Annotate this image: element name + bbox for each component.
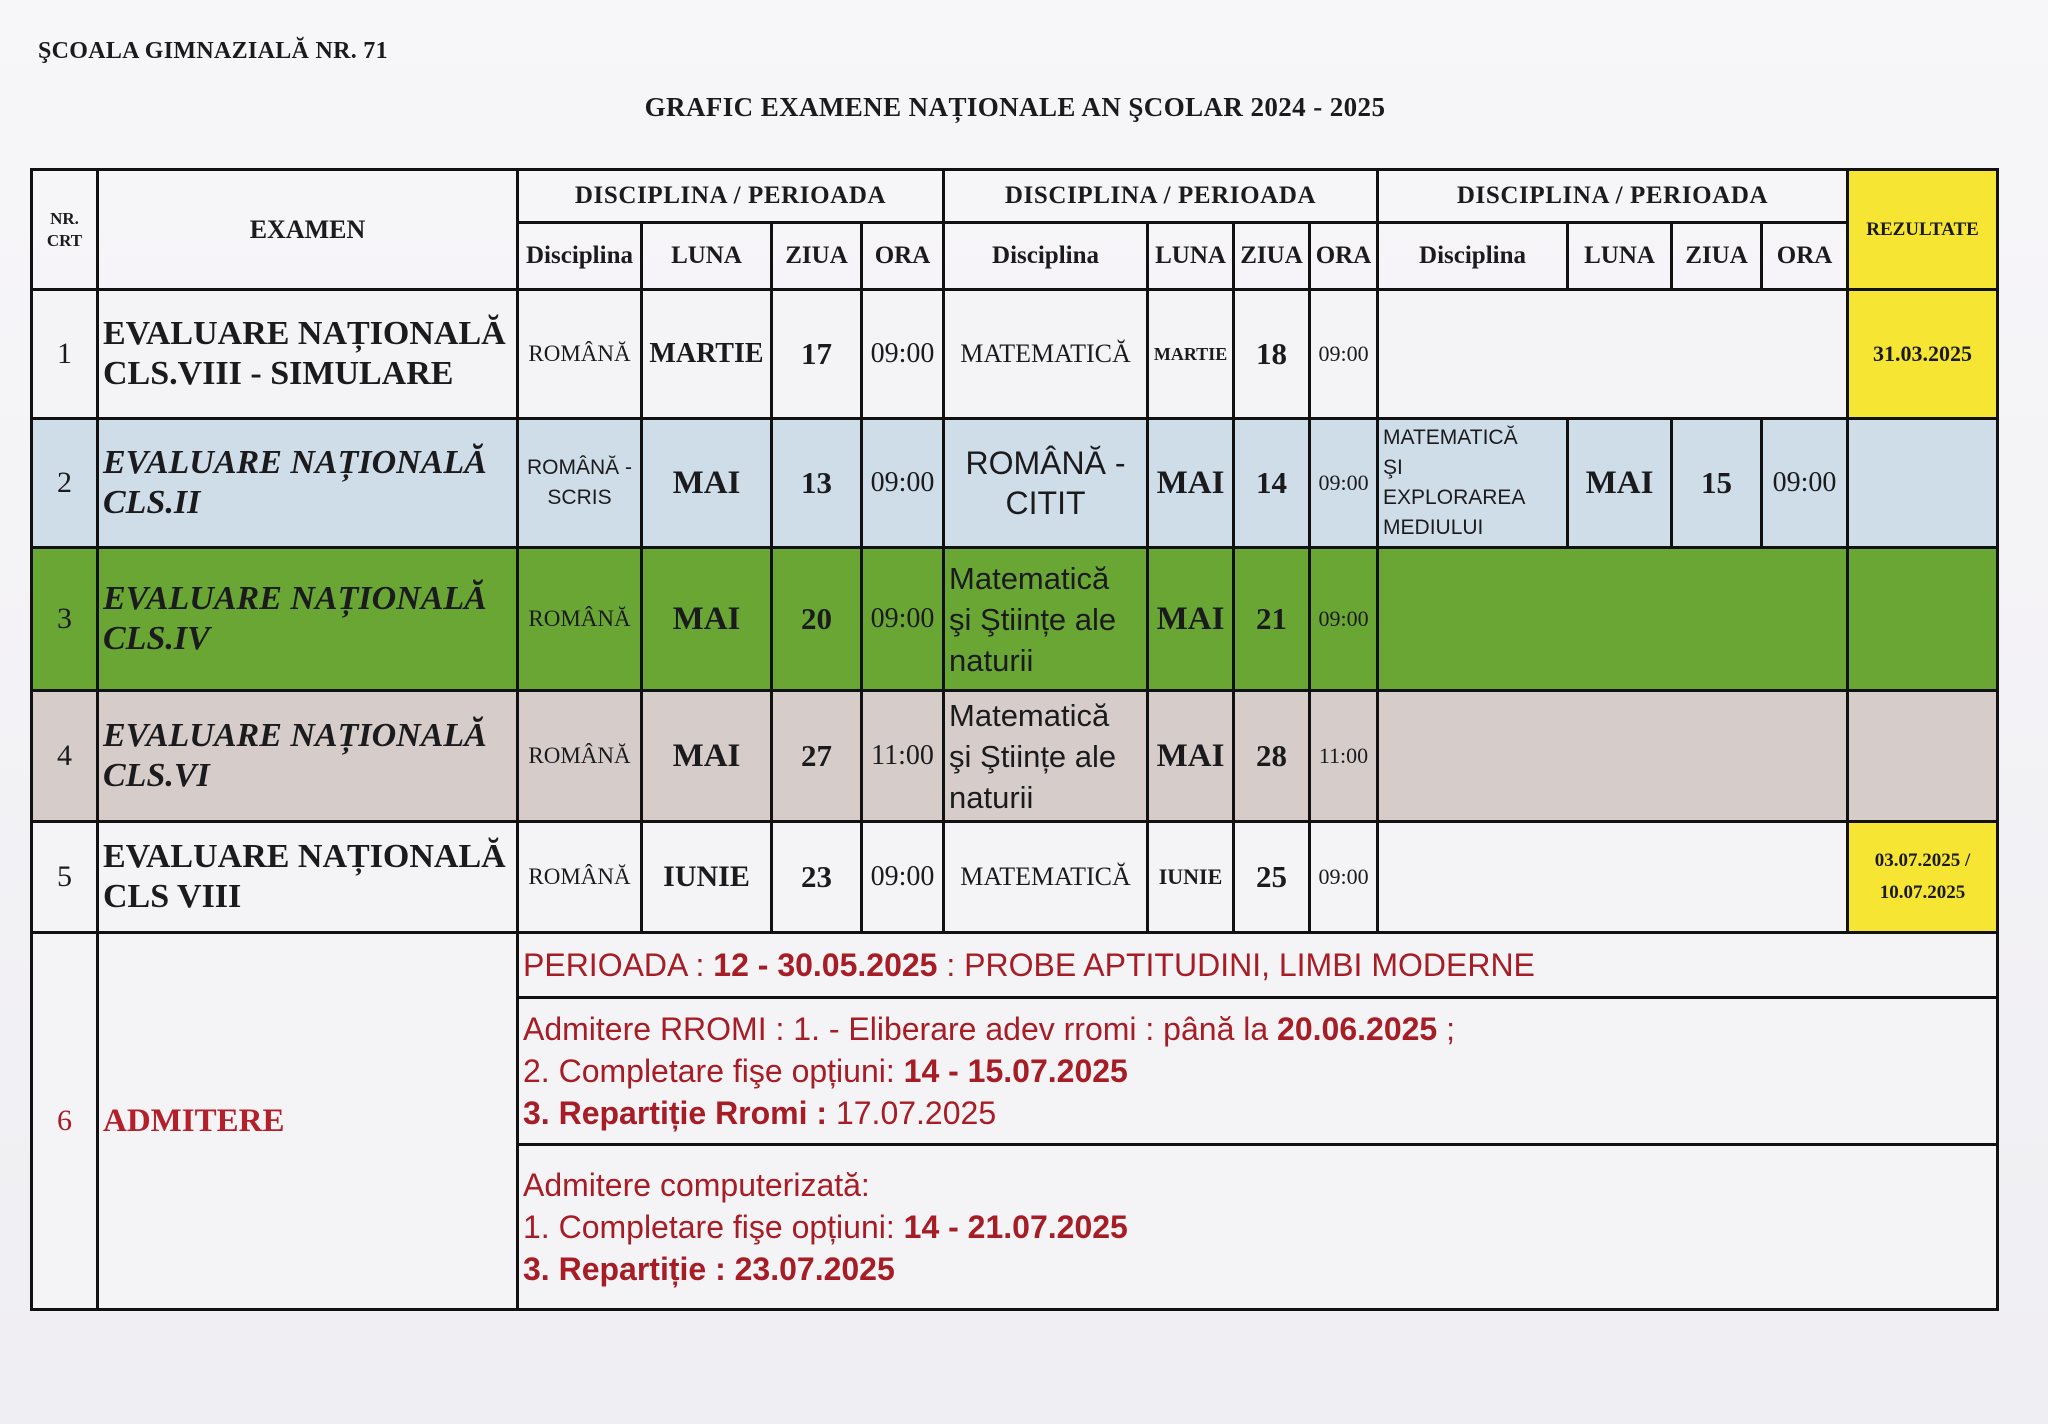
ziua-cell: 27 <box>772 691 862 822</box>
ora-cell: 09:00 <box>1310 290 1378 419</box>
ziua-cell: 17 <box>772 290 862 419</box>
empty-cell <box>1378 290 1848 419</box>
ziua-cell: 28 <box>1234 691 1310 822</box>
luna-cell: MARTIE <box>642 290 772 419</box>
exam-name: EVALUARE NAȚIONALĂ CLS.IV <box>98 548 518 691</box>
row-number: 5 <box>32 822 98 933</box>
disciplina-cell: Matematică şi Ştiințe ale naturii <box>944 691 1148 822</box>
header-luna: LUNA <box>642 223 772 290</box>
exam-name: EVALUARE NAȚIONALĂ CLS.VIII - SIMULARE <box>98 290 518 419</box>
header-ora: ORA <box>862 223 944 290</box>
luna-cell: MAI <box>642 691 772 822</box>
ora-cell: 09:00 <box>862 548 944 691</box>
header-luna: LUNA <box>1148 223 1234 290</box>
header-ora: ORA <box>1310 223 1378 290</box>
ora-cell: 09:00 <box>1310 419 1378 548</box>
luna-cell: MAI <box>1148 691 1234 822</box>
header-group-2: DISCIPLINA / PERIOADA <box>944 170 1378 223</box>
ora-cell: 11:00 <box>1310 691 1378 822</box>
luna-cell: MARTIE <box>1148 290 1234 419</box>
ora-cell: 09:00 <box>862 419 944 548</box>
ora-cell: 09:00 <box>1310 548 1378 691</box>
ziua-cell: 18 <box>1234 290 1310 419</box>
empty-cell <box>1378 822 1848 933</box>
luna-cell: IUNIE <box>642 822 772 933</box>
ziua-cell: 21 <box>1234 548 1310 691</box>
disciplina-cell: Matematică şi Ştiințe ale naturii <box>944 548 1148 691</box>
header-examen: EXAMEN <box>98 170 518 290</box>
table-row <box>32 290 1998 419</box>
row-number: 3 <box>32 548 98 691</box>
ziua-cell: 14 <box>1234 419 1310 548</box>
empty-cell <box>1848 419 1998 548</box>
ora-cell: 09:00 <box>1310 822 1378 933</box>
empty-cell <box>1378 691 1848 822</box>
luna-cell: MAI <box>642 548 772 691</box>
rezultate-cell: 03.07.2025 / 10.07.2025 <box>1848 822 1998 933</box>
disciplina-cell: ROMÂNĂ - SCRIS <box>518 419 642 548</box>
empty-cell <box>1378 548 1848 691</box>
rezultate-cell: 31.03.2025 <box>1848 290 1998 419</box>
exam-name: EVALUARE NAȚIONALĂ CLS.II <box>98 419 518 548</box>
table-row <box>32 548 1998 691</box>
row-number: 6 <box>32 933 98 1310</box>
table-row <box>32 691 1998 822</box>
disciplina-cell: ROMÂNĂ <box>518 548 642 691</box>
ziua-cell: 20 <box>772 548 862 691</box>
exam-name: EVALUARE NAȚIONALĂ CLS VIII <box>98 822 518 933</box>
exam-name: EVALUARE NAȚIONALĂ CLS.VI <box>98 691 518 822</box>
ziua-cell: 25 <box>1234 822 1310 933</box>
ora-cell: 09:00 <box>862 822 944 933</box>
header-disciplina: Disciplina <box>944 223 1148 290</box>
header-luna: LUNA <box>1568 223 1672 290</box>
header-disciplina: Disciplina <box>518 223 642 290</box>
disciplina-cell: MATEMATICĂ ŞI EXPLORAREA MEDIULUI <box>1378 419 1568 548</box>
disciplina-cell: ROMÂNĂ - CITIT <box>944 419 1148 548</box>
admitere-computerizata: Admitere computerizată: 1. Completare fişe opțiuni: 14 - 21.07.2025 3. Repartiție : 23.07.2025 <box>518 1145 1998 1310</box>
disciplina-cell: MATEMATICĂ <box>944 822 1148 933</box>
header-nr-crt: NR. CRT <box>32 170 98 290</box>
luna-cell: IUNIE <box>1148 822 1234 933</box>
ora-cell: 09:00 <box>862 290 944 419</box>
admitere-row <box>32 933 1998 998</box>
disciplina-cell: MATEMATICĂ <box>944 290 1148 419</box>
header-rezultate: REZULTATE <box>1848 170 1998 290</box>
row-number: 1 <box>32 290 98 419</box>
header-group-1: DISCIPLINA / PERIOADA <box>518 170 944 223</box>
row-number: 4 <box>32 691 98 822</box>
empty-cell <box>1848 691 1998 822</box>
ziua-cell: 23 <box>772 822 862 933</box>
luna-cell: MAI <box>642 419 772 548</box>
disciplina-cell: ROMÂNĂ <box>518 290 642 419</box>
table-row <box>32 822 1998 933</box>
header-ziua: ZIUA <box>1672 223 1762 290</box>
header-group-3: DISCIPLINA / PERIOADA <box>1378 170 1848 223</box>
ora-cell: 11:00 <box>862 691 944 822</box>
ora-cell: 09:00 <box>1762 419 1848 548</box>
exam-schedule-table <box>30 168 1999 1311</box>
header-ziua: ZIUA <box>1234 223 1310 290</box>
empty-cell <box>1848 548 1998 691</box>
admitere-perioada: PERIOADA : 12 - 30.05.2025 : PROBE APTITUDINI, LIMBI MODERNE <box>518 933 1998 998</box>
admitere-label: ADMITERE <box>98 933 518 1310</box>
ziua-cell: 13 <box>772 419 862 548</box>
table-row <box>32 419 1998 548</box>
header-ora: ORA <box>1762 223 1848 290</box>
header-ziua: ZIUA <box>772 223 862 290</box>
admitere-rromi: Admitere RROMI : 1. - Eliberare adev rromi : până la 20.06.2025 ; 2. Completare fişe opțiuni: 14 - 15.07.2025 3. Repartiție Rromi : 17.07.2025 <box>518 998 1998 1145</box>
luna-cell: MAI <box>1568 419 1672 548</box>
school-name: ŞCOALA GIMNAZIALĂ NR. 71 <box>38 38 388 64</box>
row-number: 2 <box>32 419 98 548</box>
disciplina-cell: ROMÂNĂ <box>518 691 642 822</box>
luna-cell: MAI <box>1148 419 1234 548</box>
ziua-cell: 15 <box>1672 419 1762 548</box>
disciplina-cell: ROMÂNĂ <box>518 822 642 933</box>
luna-cell: MAI <box>1148 548 1234 691</box>
header-disciplina: Disciplina <box>1378 223 1568 290</box>
page-title: GRAFIC EXAMENE NAȚIONALE AN ŞCOLAR 2024 - 2025 <box>644 92 1386 122</box>
